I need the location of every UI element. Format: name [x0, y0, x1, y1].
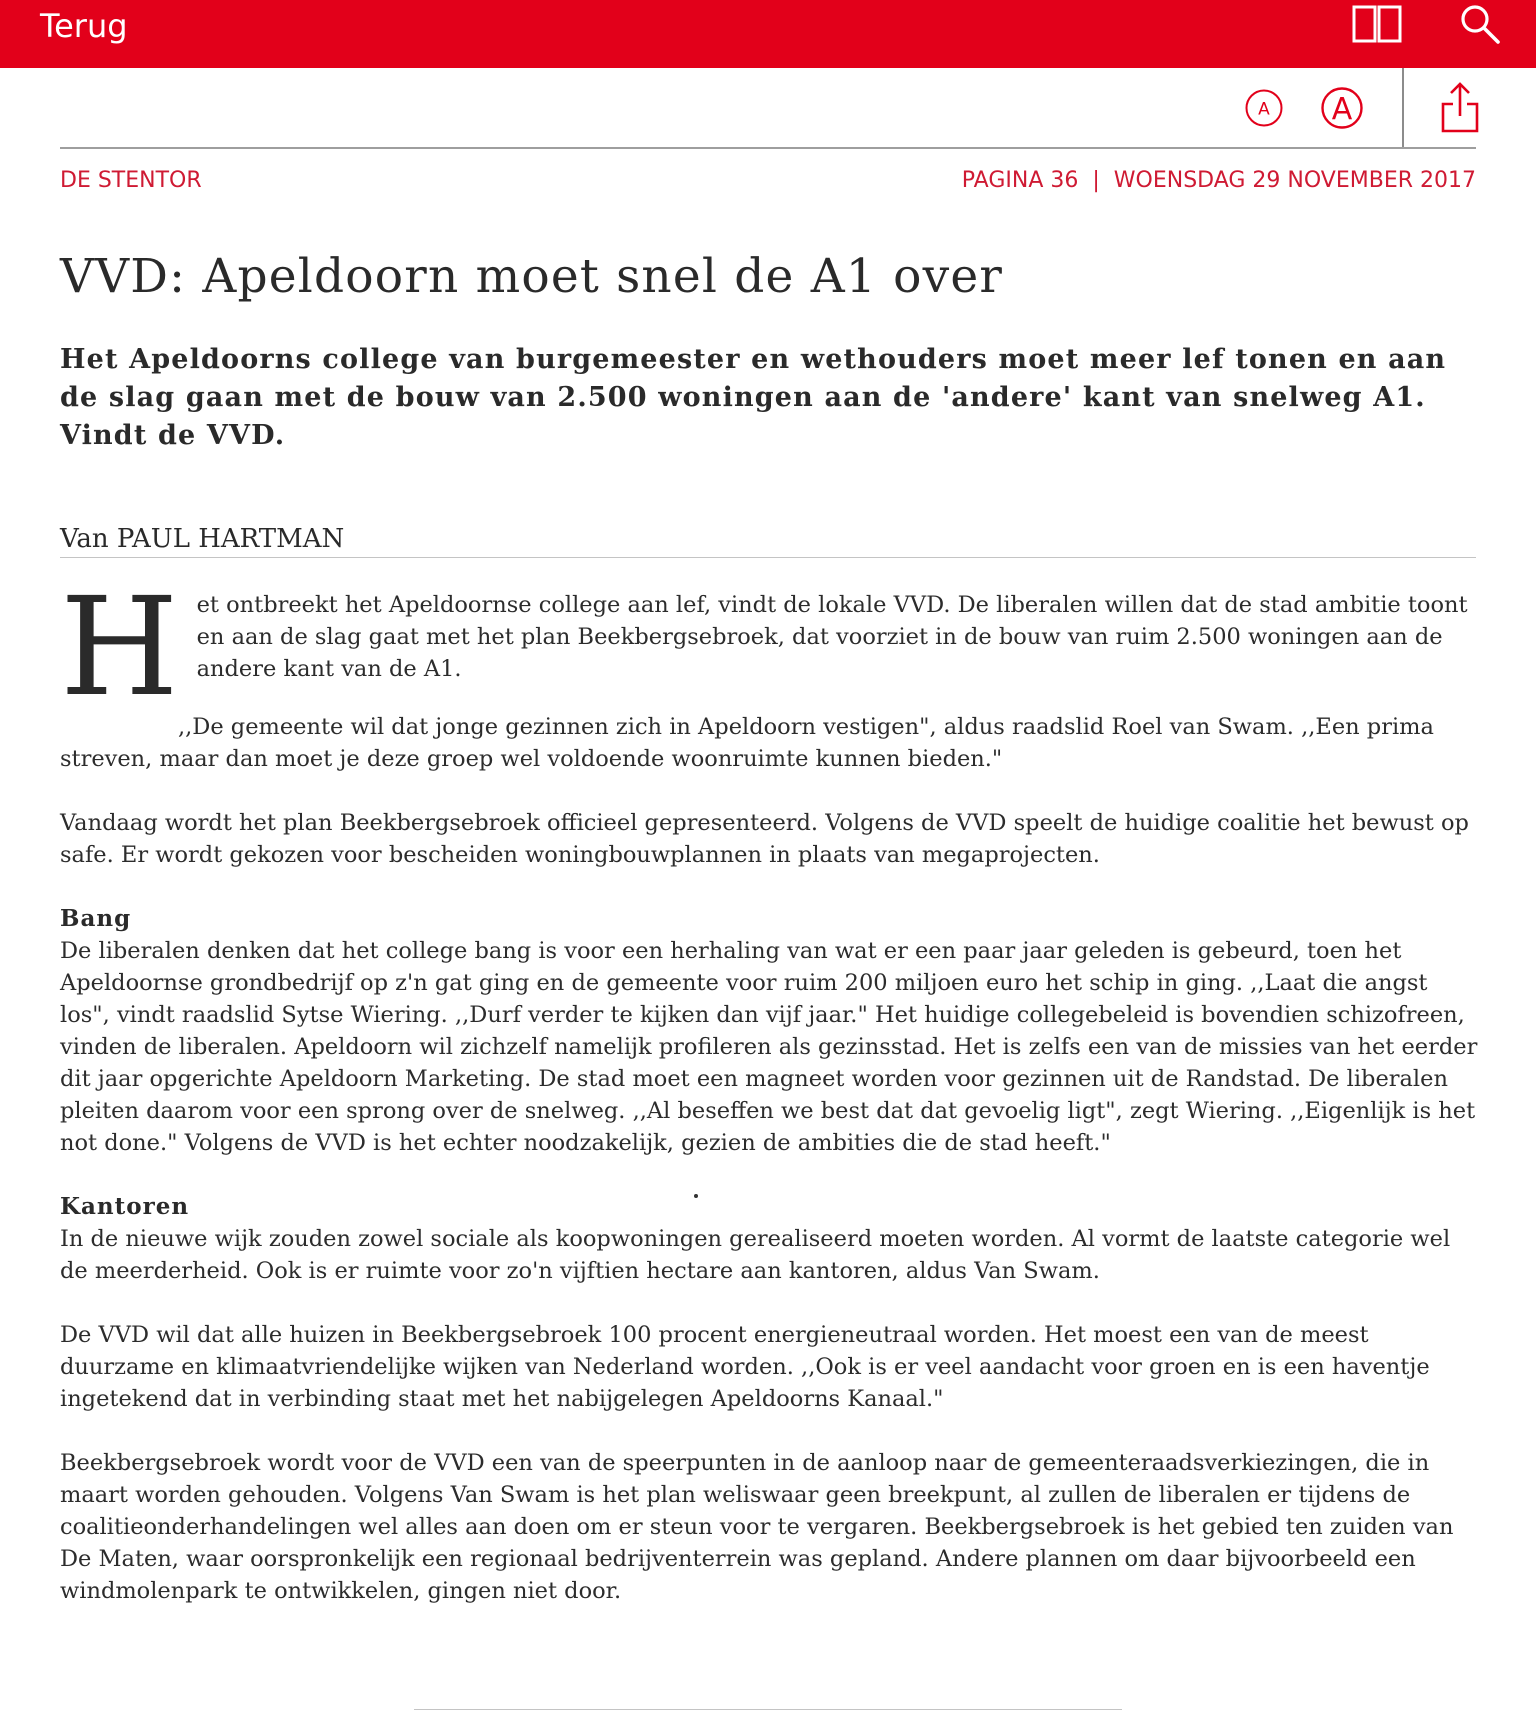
font-small-label: A: [1258, 99, 1270, 120]
paragraph-3: Vandaag wordt het plan Beekbergsebroek officieel gepresenteerd. Volgens de VVD speelt de huidige coalitie het bewust op safe. Er wordt gekozen voor bescheiden woningbouwplannen in plaats van megaprojecten.: [60, 810, 1469, 868]
page-and-date: [962, 166, 1476, 196]
stray-dot: [694, 1194, 698, 1198]
toolbar-divider: [1402, 68, 1404, 148]
article-end-divider: [414, 1709, 1122, 1710]
article-body: [60, 569, 1480, 1607]
byline-divider: [60, 557, 1476, 558]
top-bar: [0, 0, 1536, 68]
publication-name: DE STENTOR: [60, 168, 202, 193]
font-large-label: A: [1331, 92, 1353, 127]
search-icon[interactable]: [1458, 2, 1502, 46]
intro-paragraph: [60, 569, 1480, 727]
font-size-small-icon[interactable]: [1244, 88, 1284, 128]
meta-separator: |: [1092, 168, 1100, 193]
header-divider: [60, 147, 1476, 149]
subheading-bang: Bang: [60, 905, 132, 932]
back-button[interactable]: Terug: [40, 7, 128, 45]
pages-icon[interactable]: [1352, 4, 1402, 44]
paragraph-7: Beekbergsebroek wordt voor de VVD een van de speerpunten in de aanloop naar de gemeenteraadsverkiezingen, die in maart worden gehouden. Volgens Van Swam is het plan weliswaar geen breekpunt, al zullen de liberalen er tijdens de coalitieonderhandelingen wel alles aan doen om er steun voor te vergaren. Beekbergsebroek is het gebied ten zuiden van De Maten, waar oorspronkelijk een regionaal bedrijventerrein was gepland. Andere plannen om daar bijvoorbeeld een windmolenpark te ontwikkelen, gingen niet door.: [60, 1450, 1454, 1604]
reader-toolbar: [0, 68, 1536, 148]
share-icon[interactable]: [1440, 80, 1480, 134]
intro-text: et ontbreekt het Apeldoornse college aan lef, vindt de lokale VVD. De liberalen willen dat de stad ambitie toont en aan de slag gaat met het plan Beekbergsebroek, dat voorziet in de bouw van ruim 2.500 woningen aan de andere kant van de A1.: [196, 592, 1468, 682]
drop-cap: H: [60, 569, 179, 727]
article-headline: VVD: Apeldoorn moet snel de A1 over: [60, 249, 1004, 304]
paragraph-6: De VVD wil dat alle huizen in Beekbergsebroek 100 procent energieneutraal worden. Het moest een van de meest duurzame en klimaatvriendelijke wijken van Nederland worden. ,,Ook is er veel aandacht voor groen en is een haventje ingetekend dat in verbinding staat met het nabijgelegen Apeldoorns Kanaal.": [60, 1322, 1430, 1412]
article-lead: Het Apeldoorns college van burgemeester en wethouders moet meer lef tonen en aan de slag gaan met de bouw van 2.500 woningen aan de 'andere' kant van snelweg A1. Vindt de VVD.: [60, 344, 1447, 451]
font-size-large-icon[interactable]: [1320, 86, 1364, 130]
paragraph-5: In de nieuwe wijk zouden zowel sociale als koopwoningen gerealiseerd moeten worden. Al vormt de laatste categorie wel de meerderheid. Ook is er ruimte voor zo'n vijftien hectare aan kantoren, aldus Van Swam.: [60, 1226, 1451, 1284]
article-byline: Van PAUL HARTMAN: [60, 524, 345, 554]
subheading-kantoren: Kantoren: [60, 1193, 190, 1220]
paragraph-2: ,,De gemeente wil dat jonge gezinnen zich in Apeldoorn vestigen", aldus raadslid Roel van Swam. ,,Een prima streven, maar dan moet je deze groep wel voldoende woonruimte kunnen bieden.": [60, 714, 1434, 772]
paragraph-4: De liberalen denken dat het college bang is voor een herhaling van wat er een paar jaar geleden is gebeurd, toen het Apeldoornse grondbedrijf op z'n gat ging en de gemeente voor ruim 200 miljoen euro het schip in ging. ,,Laat die angst los", vindt raadslid Sytse Wiering. ,,Durf verder te kijken dan vijf jaar." Het huidige collegebeleid is bovendien schizofreen, vinden de liberalen. Apeldoorn wil zichzelf namelijk profileren als gezinsstad. Het is zelfs een van de missies van het eerder dit jaar opgerichte Apeldoorn Marketing. De stad moet een magneet worden voor gezinnen uit de Randstad. De liberalen pleiten daarom voor een sprong over de snelweg. ,,Al beseffen we best dat dat gevoelig ligt", zegt Wiering. ,,Eigenlijk is het not done." Volgens de VVD is het echter noodzakelijk, gezien de ambities die de stad heeft.": [60, 938, 1478, 1156]
publication-date: WOENSDAG 29 NOVEMBER 2017: [1113, 168, 1476, 193]
page-number: PAGINA 36: [961, 168, 1079, 193]
